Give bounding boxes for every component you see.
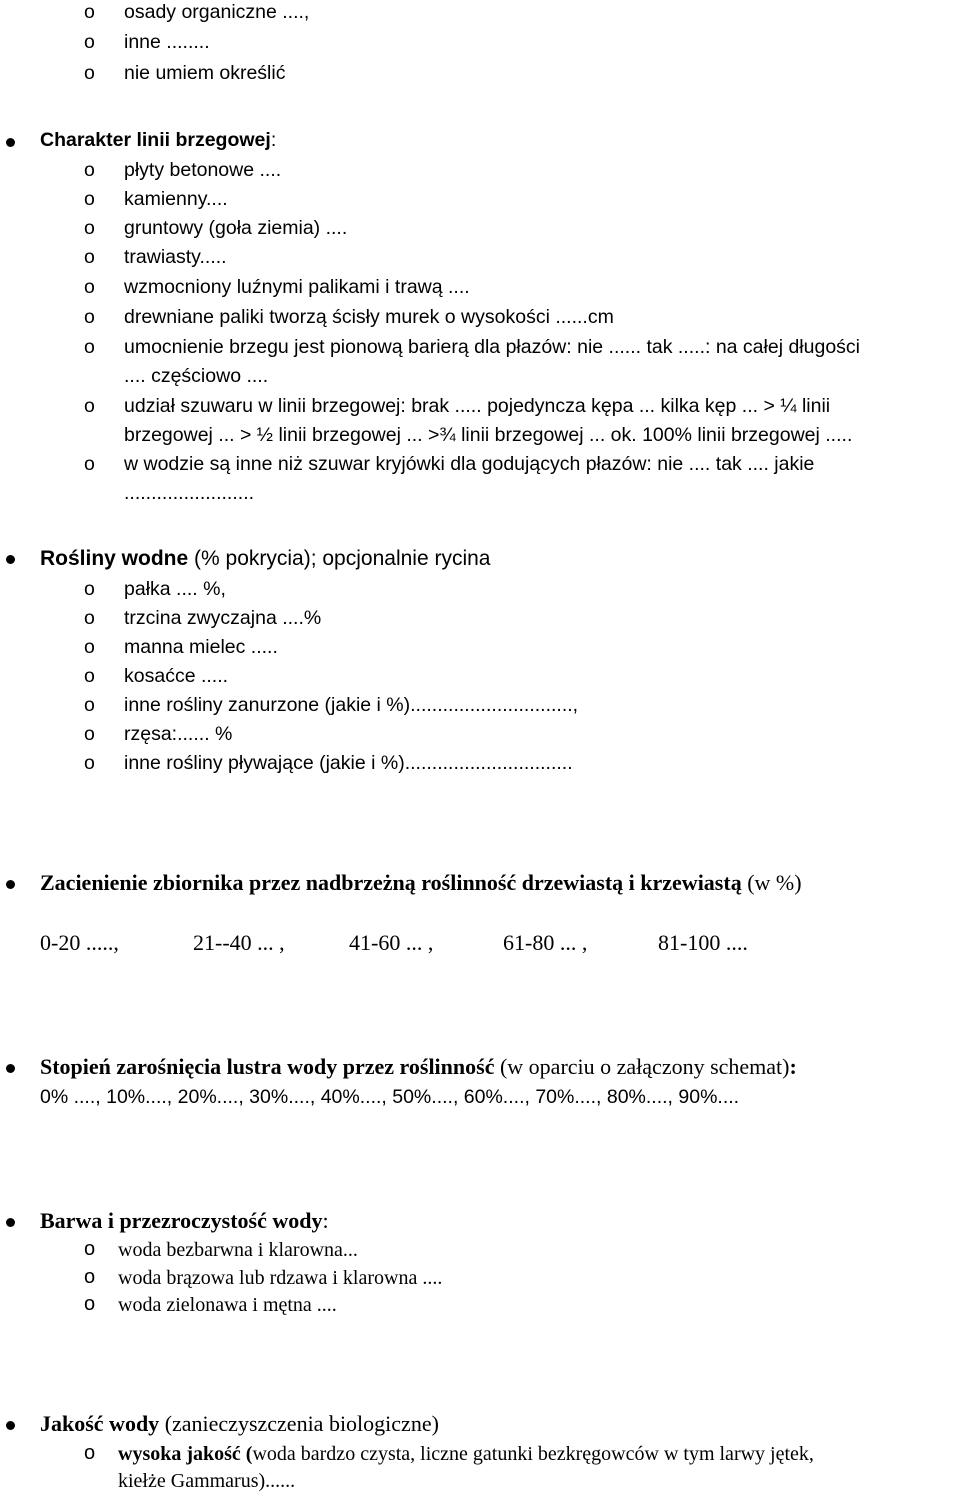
list-item: gruntowy (goła ziemia) .... [124, 217, 348, 239]
section-heading: Jakość wody (zanieczyszczenia biologiczne) [40, 1411, 439, 1436]
section-heading: Zacienienie zbiornika przez nadbrzeżną roślinność drzewiastą i krzewiastą (w %) [40, 870, 802, 895]
list-marker: o [84, 1442, 96, 1464]
list-item: wysoka jakość (woda bardzo czysta, liczne gatunki bezkręgowców w tym larwy jętek, [118, 1443, 814, 1465]
list-marker: o [84, 665, 95, 687]
shading-option: 41-60 ... , [349, 930, 434, 955]
list-marker: o [84, 752, 95, 774]
shading-option: 61-80 ... , [503, 930, 588, 955]
list-item: woda brązowa lub rdzawa i klarowna .... [118, 1267, 443, 1289]
list-item: osady organiczne ...., [124, 1, 310, 23]
section-heading: Barwa i przezroczystość wody: [40, 1208, 329, 1233]
bullet-icon [6, 138, 15, 147]
list-marker: o [84, 159, 95, 181]
list-item: inne ........ [124, 31, 210, 53]
list-marker: o [84, 1266, 96, 1288]
bullet-icon [6, 555, 15, 564]
list-item: trzcina zwyczajna ....% [124, 607, 322, 629]
list-marker: o [84, 246, 95, 268]
list-marker: o [84, 188, 95, 210]
list-item: trawiasty..... [124, 246, 227, 268]
list-marker: o [84, 1, 95, 23]
list-marker: o [84, 31, 95, 53]
list-marker: o [84, 1293, 96, 1315]
list-item: woda bezbarwna i klarowna... [118, 1239, 358, 1261]
list-marker: o [84, 276, 95, 298]
section-heading: Rośliny wodne (% pokrycia); opcjonalnie rycina [40, 547, 491, 570]
section-heading: Stopień zarośnięcia lustra wody przez roślinność (w oparciu o załączony schemat): [40, 1054, 797, 1079]
overgrowth-options: 0% ...., 10%...., 20%...., 30%...., 40%...., 50%...., 60%...., 70%...., 80%...., 90%.... [40, 1086, 740, 1108]
list-item-continuation: kiełże Gammarus)...... [118, 1470, 296, 1492]
shading-option: 81-100 .... [658, 930, 748, 955]
list-marker: o [84, 694, 95, 716]
list-item: umocnienie brzegu jest pionową barierą dla płazów: nie ...... tak .....: na całej długości [124, 336, 860, 358]
list-marker: o [84, 336, 95, 358]
list-item: wzmocniony luźnymi palikami i trawą .... [124, 276, 470, 298]
list-item: inne rośliny pływające (jakie i %)............................... [124, 752, 573, 774]
list-item: pałka .... %, [124, 578, 226, 600]
list-marker: o [84, 578, 95, 600]
list-marker: o [84, 217, 95, 239]
list-item-continuation: .... częściowo .... [124, 365, 269, 387]
list-item: udział szuwaru w linii brzegowej: brak ..... pojedyncza kępa ... kilka kęp ... > ¼ linii [124, 395, 831, 417]
list-item-continuation: brzegowej ... > ½ linii brzegowej ... >¾ linii brzegowej ... ok. 100% linii brzegowej ..... [124, 424, 853, 446]
list-item: w wodzie są inne niż szuwar kryjówki dla godujących płazów: nie .... tak .... jakie [124, 453, 815, 475]
list-marker: o [84, 453, 95, 475]
list-item: płyty betonowe .... [124, 159, 282, 181]
bullet-icon [6, 1218, 15, 1227]
list-item-continuation: ........................ [124, 482, 255, 504]
list-item: kamienny.... [124, 188, 228, 210]
shading-option: 0-20 ....., [40, 930, 119, 955]
list-item: woda zielonawa i mętna .... [118, 1294, 337, 1316]
shading-option: 21--40 ... , [193, 930, 285, 955]
bullet-icon [6, 880, 15, 889]
list-marker: o [84, 62, 95, 84]
list-marker: o [84, 723, 95, 745]
list-marker: o [84, 395, 95, 417]
bullet-icon [6, 1064, 15, 1073]
list-item: manna mielec ..... [124, 636, 278, 658]
list-item: kosaćce ..... [124, 665, 229, 687]
list-item: rzęsa:...... % [124, 723, 233, 745]
list-marker: o [84, 636, 95, 658]
list-marker: o [84, 607, 95, 629]
list-item: inne rośliny zanurzone (jakie i %).............................., [124, 694, 579, 716]
list-item: drewniane paliki tworzą ścisły murek o wysokości ......cm [124, 306, 614, 328]
list-marker: o [84, 1238, 96, 1260]
list-item: nie umiem określić [124, 62, 286, 84]
section-heading: Charakter linii brzegowej: [40, 129, 277, 151]
list-marker: o [84, 306, 95, 328]
bullet-icon [6, 1421, 15, 1430]
